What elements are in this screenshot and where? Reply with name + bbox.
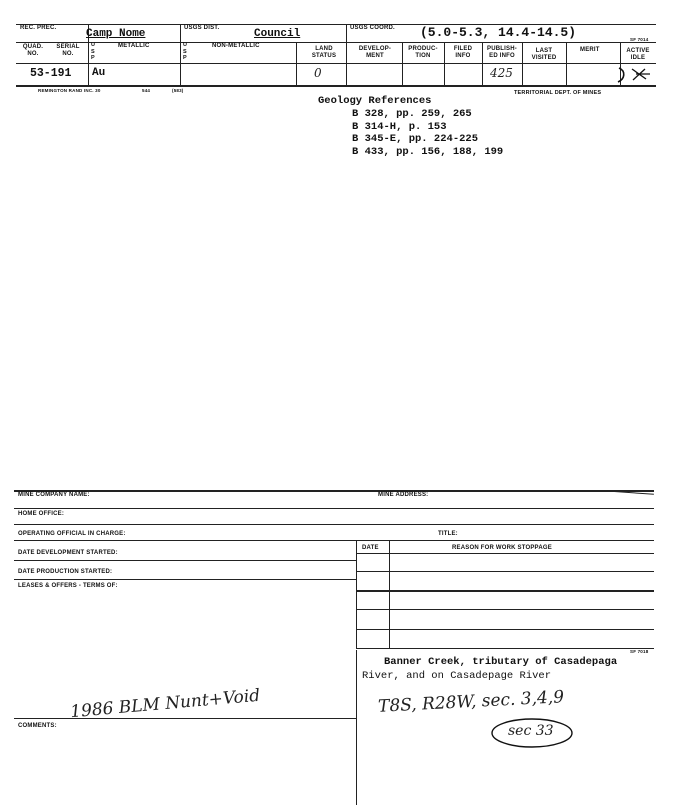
development-header: DEVELOP- MENT bbox=[358, 46, 392, 59]
handwritten-township: T8S, R28W, sec. 3,4,9 bbox=[377, 687, 565, 717]
published-info-value: 425 bbox=[490, 66, 513, 80]
geology-ref: B 345-E, pp. 224-225 bbox=[352, 133, 479, 145]
location-line-1: Banner Creek, tributary of Casadepaga bbox=[384, 656, 618, 668]
claim-name: Camp Nome bbox=[86, 28, 146, 40]
production-header: PRODUC- TION bbox=[408, 46, 438, 59]
comments-label: COMMENTS: bbox=[18, 723, 57, 729]
non-metallic-header: NON-METALLIC bbox=[212, 43, 260, 49]
metallic-value: Au bbox=[92, 67, 106, 79]
form-code: SF 7014 bbox=[630, 37, 649, 42]
usgs-dist-label: USGS DIST. bbox=[184, 25, 220, 31]
metal-codes: U S P bbox=[91, 42, 95, 61]
serial-no-header: SERIAL NO. bbox=[56, 44, 80, 57]
print-code: 544 bbox=[142, 88, 151, 93]
usgs-coordinates: (5.0-5.3, 14.4-14.5) bbox=[420, 25, 577, 40]
geology-title: Geology References bbox=[318, 95, 432, 107]
quad-serial-value: 53-191 bbox=[30, 67, 72, 80]
location-line-2: River, and on Casadepage River bbox=[362, 670, 552, 682]
mine-company-label: MINE COMPANY NAME: bbox=[18, 492, 90, 498]
operating-official-label: OPERATING OFFICIAL IN CHARGE: bbox=[18, 531, 126, 537]
date-production-label: DATE PRODUCTION STARTED: bbox=[18, 569, 113, 575]
usgs-coord-label: USGS COORD. bbox=[350, 25, 395, 31]
land-status-header: LAND STATUS bbox=[311, 46, 337, 59]
geology-ref: B 433, pp. 156, 188, 199 bbox=[352, 145, 504, 158]
home-office-label: HOME OFFICE: bbox=[18, 511, 65, 517]
district-name: Council bbox=[254, 28, 301, 40]
metallic-header: METALLIC bbox=[118, 43, 150, 49]
rec-prec-label: REC. PREC. bbox=[20, 25, 57, 31]
department-label: TERRITORIAL DEPT. OF MINES bbox=[514, 90, 602, 96]
land-status-value: 0 bbox=[314, 66, 322, 80]
geology-references bbox=[352, 108, 503, 158]
geology-ref: B 314-H, p. 153 bbox=[352, 120, 447, 133]
last-visited-header: LAST VISITED bbox=[531, 48, 557, 61]
printer-label: REMINGTON RAND INC. 30 bbox=[38, 88, 101, 93]
active-idle-header: ACTIVE IDLE bbox=[626, 48, 650, 61]
handwritten-section-circled: sec 33 bbox=[508, 723, 554, 739]
mine-address-label: MINE ADDRESS: bbox=[378, 492, 429, 498]
form-code-2: SF 7018 bbox=[630, 649, 649, 654]
date-column-header: DATE bbox=[362, 545, 379, 551]
date-development-label: DATE DEVELOPMENT STARTED: bbox=[18, 550, 118, 556]
leases-label: LEASES & OFFERS - TERMS OF: bbox=[18, 583, 118, 589]
active-idle-mark bbox=[612, 64, 654, 86]
print-code-2: (583) bbox=[172, 88, 184, 93]
reason-column-header: REASON FOR WORK STOPPAGE bbox=[452, 545, 552, 551]
filed-info-header: FILED INFO bbox=[453, 46, 473, 59]
nonmetal-codes: U S P bbox=[183, 42, 187, 61]
merit-header: MERIT bbox=[580, 47, 600, 53]
published-info-header: PUBLISH- ED INFO bbox=[487, 46, 517, 59]
geology-ref: B 328, pp. 259, 265 bbox=[352, 108, 472, 120]
handwritten-blm-note: 1986 BLM Nunt+Void bbox=[69, 685, 261, 723]
title-label: TITLE: bbox=[438, 531, 458, 537]
quad-no-header: QUAD. NO. bbox=[22, 44, 44, 57]
